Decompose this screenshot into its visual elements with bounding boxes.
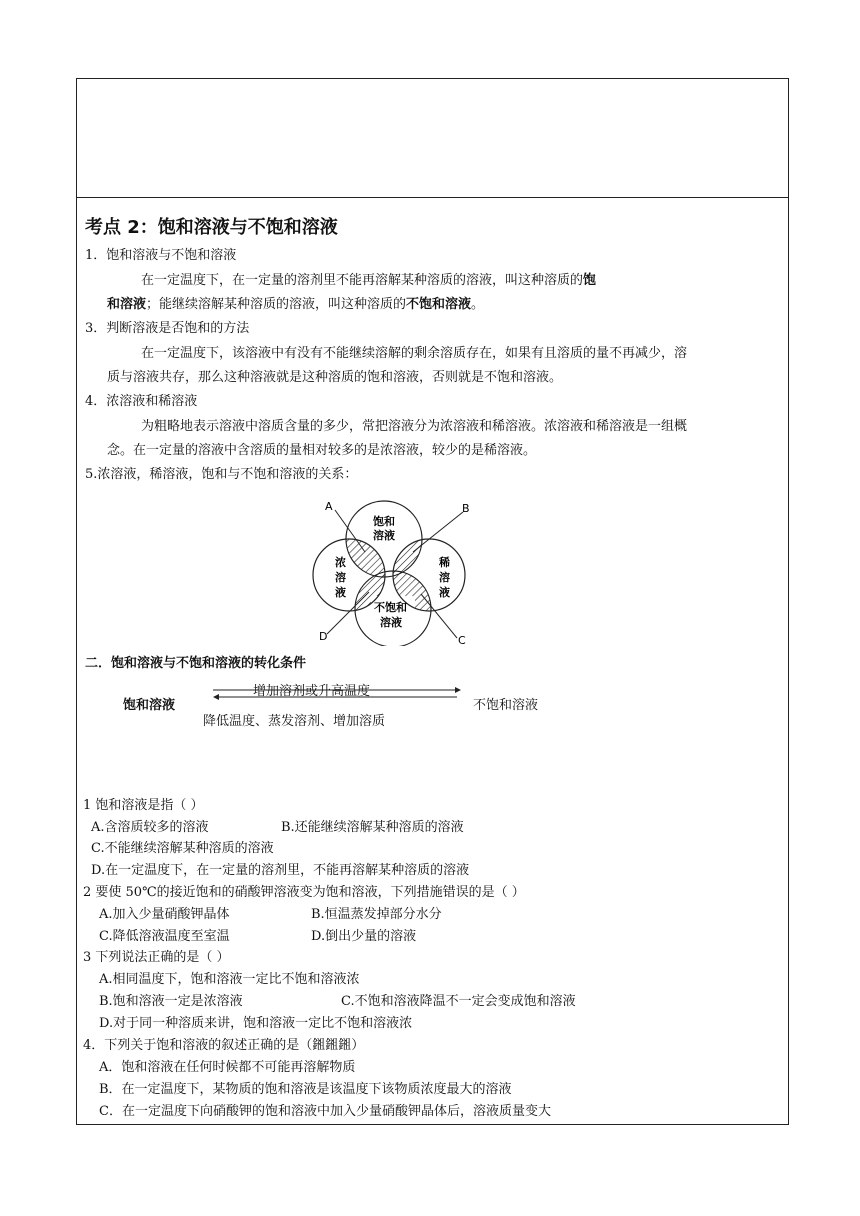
question-3-option-a: A.相同温度下，饱和溶液一定比不饱和溶液浓	[99, 972, 360, 987]
question-4-option-c: C．在一定温度下向硝酸钾的饱和溶液中加入少量硝酸钾晶体后，溶液质量变大	[99, 1104, 551, 1119]
question-1-stem: 1 饱和溶液是指（ ）	[83, 798, 204, 813]
left-label-3: 液	[335, 586, 346, 599]
item-3-heading: 3．判断溶液是否饱和的方法	[85, 321, 250, 336]
question-2-option-c: C.降低溶液温度至室温	[99, 929, 230, 944]
conversion-arrows	[207, 685, 467, 701]
conversion-title: 二．饱和溶液与不饱和溶液的转化条件	[85, 656, 307, 671]
conversion-forward: 增加溶剂或升高温度	[253, 684, 371, 699]
question-1-option-a: A.含溶质较多的溶液	[91, 820, 209, 835]
label-c: C	[458, 634, 466, 646]
question-2-option-b: B.恒温蒸发掉部分水分	[311, 907, 442, 922]
pointer-c	[421, 594, 457, 638]
question-1-option-c: C.不能继续溶解某种溶质的溶液	[91, 841, 274, 856]
label-b: B	[462, 502, 470, 515]
item-3-line-1: 在一定温度下，该溶液中有没有不能继续溶解的剩余溶质存在，如果有且溶质的量不再减少，溶	[141, 346, 688, 361]
bottom-label-1: 不饱和	[374, 601, 407, 614]
question-1-option-b: B.还能继续溶解某种溶质的溶液	[281, 820, 464, 835]
conversion-right: 不饱和溶液	[473, 698, 539, 713]
section-title: 考点 2：饱和溶液与不饱和溶液	[85, 217, 338, 238]
top-label-1: 饱和	[373, 515, 395, 528]
item-1-line-2: 和溶液；能继续溶解某种溶质的溶液，叫这种溶质的不饱和溶液。	[107, 297, 485, 312]
question-4-option-b: B．在一定温度下，某物质的饱和溶液是该温度下该物质浓度最大的溶液	[99, 1082, 512, 1097]
item-5-heading: 5.浓溶液，稀溶液，饱和与不饱和溶液的关系：	[85, 467, 358, 482]
item-4-line-1: 为粗略地表示溶液中溶质含量的多少，常把溶液分为浓溶液和稀溶液。浓溶液和稀溶液是一组概	[141, 419, 688, 434]
right-label-2: 溶	[439, 571, 450, 584]
item-1-heading: 1．饱和溶液与不饱和溶液	[85, 248, 237, 263]
item-4-line-2: 念。在一定量的溶液中含溶质的量相对较多的是浓溶液，较少的是稀溶液。	[107, 443, 537, 458]
item-4-heading: 4．浓溶液和稀溶液	[85, 394, 198, 409]
left-label-1: 浓	[335, 556, 346, 569]
label-d: D	[319, 630, 328, 643]
conversion-left: 饱和溶液	[123, 698, 176, 713]
label-a: A	[325, 500, 333, 513]
question-1-option-d: D.在一定温度下，在一定量的溶剂里，不能再溶解某种溶质的溶液	[91, 863, 470, 878]
question-2-option-a: A.加入少量硝酸钾晶体	[99, 907, 230, 922]
pointer-b	[413, 512, 463, 552]
question-4-stem: 4．下列关于饱和溶液的叙述正确的是（鎺鎺鎺）	[83, 1038, 365, 1053]
left-label-2: 溶	[335, 571, 346, 584]
question-4-option-a: A．饱和溶液在任何时候都不可能再溶解物质	[99, 1060, 356, 1075]
pointer-d	[327, 592, 369, 634]
top-label-2: 溶液	[373, 529, 395, 542]
content-table	[76, 78, 789, 1125]
question-3-stem: 3 下列说法正确的是（ ）	[83, 950, 230, 965]
question-2-option-d: D.倒出少量的溶液	[311, 929, 417, 944]
right-label-3: 液	[439, 586, 450, 599]
bottom-label-2: 溶液	[380, 616, 402, 629]
question-3-option-c: C.不饱和溶液降温不一定会变成饱和溶液	[341, 994, 576, 1009]
question-3-option-d: D.对于同一种溶质来讲，饱和溶液一定比不饱和溶液浓	[99, 1016, 413, 1031]
conversion-backward: 降低温度、蒸发溶剂、增加溶质	[203, 714, 386, 729]
item-1-line-1: 在一定温度下，在一定量的溶剂里不能再溶解某种溶质的溶液，叫这种溶质的饱	[141, 273, 597, 288]
table-divider	[77, 197, 788, 198]
right-label-1: 稀	[439, 556, 450, 569]
item-3-line-2: 质与溶液共存，那么这种溶液就是这种溶质的饱和溶液，否则就是不饱和溶液。	[107, 370, 563, 385]
solution-venn-diagram	[307, 496, 507, 646]
question-2-stem: 2 要使 50℃的接近饱和的硝酸钾溶液变为饱和溶液，下列措施错误的是（ ）	[83, 885, 525, 900]
question-3-option-b: B.饱和溶液一定是浓溶液	[99, 994, 243, 1009]
